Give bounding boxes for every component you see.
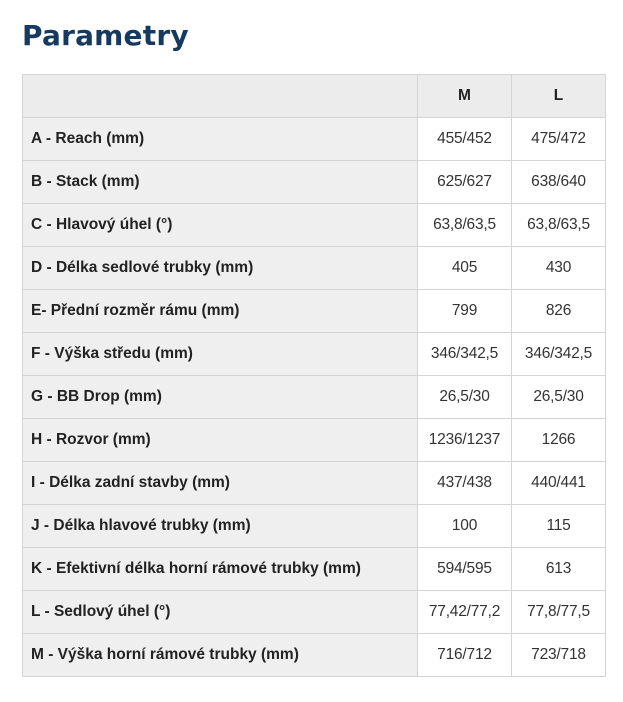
page-title: Parametry: [22, 19, 189, 52]
row-label: D - Délka sedlové trubky (mm): [23, 247, 418, 290]
table-header-row: [23, 75, 606, 118]
value-m: 716/712: [418, 634, 512, 677]
row-label: E- Přední rozměr rámu (mm): [23, 290, 418, 333]
table-row: [23, 462, 606, 505]
parameters-table: [22, 74, 606, 677]
value-m: 346/342,5: [418, 333, 512, 376]
row-label: K - Efektivní délka horní rámové trubky (mm): [23, 548, 418, 591]
value-l: 440/441: [512, 462, 606, 505]
value-m: 455/452: [418, 118, 512, 161]
header-corner-cell: [23, 75, 418, 118]
table-row: [23, 290, 606, 333]
table-row: [23, 247, 606, 290]
header-size-l: L: [512, 75, 606, 118]
value-m: 799: [418, 290, 512, 333]
value-l: 475/472: [512, 118, 606, 161]
value-m: 63,8/63,5: [418, 204, 512, 247]
value-l: 613: [512, 548, 606, 591]
value-m: 405: [418, 247, 512, 290]
row-label: I - Délka zadní stavby (mm): [23, 462, 418, 505]
row-label: G - BB Drop (mm): [23, 376, 418, 419]
table-row: [23, 505, 606, 548]
value-l: 26,5/30: [512, 376, 606, 419]
table-row: [23, 161, 606, 204]
value-m: 26,5/30: [418, 376, 512, 419]
row-label: B - Stack (mm): [23, 161, 418, 204]
value-m: 100: [418, 505, 512, 548]
value-l: 430: [512, 247, 606, 290]
table-row: [23, 634, 606, 677]
value-m: 1236/1237: [418, 419, 512, 462]
table-row: [23, 118, 606, 161]
value-l: 63,8/63,5: [512, 204, 606, 247]
value-m: 437/438: [418, 462, 512, 505]
row-label: F - Výška středu (mm): [23, 333, 418, 376]
row-label: M - Výška horní rámové trubky (mm): [23, 634, 418, 677]
row-label: J - Délka hlavové trubky (mm): [23, 505, 418, 548]
value-m: 594/595: [418, 548, 512, 591]
value-l: 1266: [512, 419, 606, 462]
row-label: L - Sedlový úhel (°): [23, 591, 418, 634]
value-l: 723/718: [512, 634, 606, 677]
value-m: 77,42/77,2: [418, 591, 512, 634]
row-label: A - Reach (mm): [23, 118, 418, 161]
header-size-m: M: [418, 75, 512, 118]
table-row: [23, 376, 606, 419]
value-m: 625/627: [418, 161, 512, 204]
table-row: [23, 204, 606, 247]
table-row: [23, 419, 606, 462]
table-row: [23, 591, 606, 634]
row-label: C - Hlavový úhel (°): [23, 204, 418, 247]
row-label: H - Rozvor (mm): [23, 419, 418, 462]
value-l: 77,8/77,5: [512, 591, 606, 634]
value-l: 826: [512, 290, 606, 333]
table-row: [23, 548, 606, 591]
value-l: 638/640: [512, 161, 606, 204]
table-row: [23, 333, 606, 376]
value-l: 115: [512, 505, 606, 548]
value-l: 346/342,5: [512, 333, 606, 376]
